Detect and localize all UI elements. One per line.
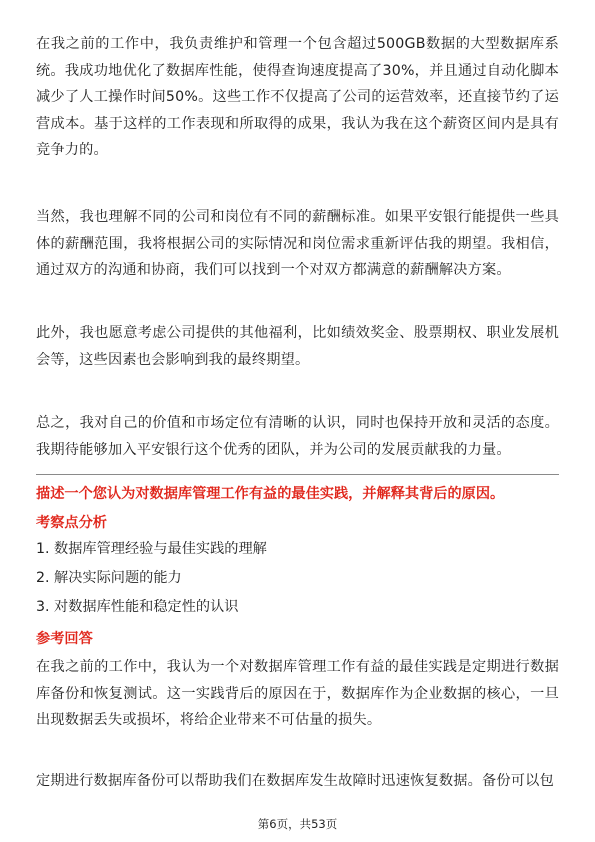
page-number: 第6页，共53页 <box>257 817 338 831</box>
interview-question: 描述一个您认为对数据库管理工作有益的最佳实践，并解释其背后的原因。 <box>36 486 505 502</box>
analysis-list-item: 3. 对数据库性能和稳定性的认识 <box>36 599 239 615</box>
analysis-list-item: 1. 数据库管理经验与最佳实践的理解 <box>36 541 267 557</box>
body-paragraph: 在我之前的工作中，我负责维护和管理一个包含超过500GB数据的大型数据库系统。我成功地优化了数据库性能，使得查询速度提高了30%，并且通过自动化脚本减少了人工操作时间50%。这些工作不仅提高了公司的运营效率，还直接节约了运营成本。基于这样的工作表现和所取得的成果，我认为我在这个薪资区间内是具有竞争力的。 <box>36 36 559 158</box>
analysis-heading: 考察点分析 <box>36 515 107 531</box>
analysis-list-item: 2. 解决实际问题的能力 <box>36 570 182 586</box>
section-divider <box>36 474 559 475</box>
body-paragraph: 当然，我也理解不同的公司和岗位有不同的薪酬标准。如果平安银行能提供一些具体的薪酬范围，我将根据公司的实际情况和岗位需求重新评估我的期望。我相信，通过双方的沟通和协商，我们可以找到一个对双方都满意的薪酬解决方案。 <box>36 209 559 278</box>
body-paragraph: 此外，我也愿意考虑公司提供的其他福利，比如绩效奖金、股票期权、职业发展机会等，这些因素也会影响到我的最终期望。 <box>36 325 559 368</box>
body-paragraph: 总之，我对自己的价值和市场定位有清晰的认识，同时也保持开放和灵活的态度。我期待能够加入平安银行这个优秀的团队，并为公司的发展贡献我的力量。 <box>36 415 559 458</box>
answer-paragraph: 定期进行数据库备份可以帮助我们在数据库发生故障时迅速恢复数据。备份可以包 <box>36 773 554 789</box>
answer-paragraph: 在我之前的工作中，我认为一个对数据库管理工作有益的最佳实践是定期进行数据库备份和恢复测试。这一实践背后的原因在于，数据库作为企业数据的核心，一旦出现数据丢失或损坏，将给企业带来不可估量的损失。 <box>36 659 559 728</box>
answer-heading: 参考回答 <box>36 631 93 647</box>
